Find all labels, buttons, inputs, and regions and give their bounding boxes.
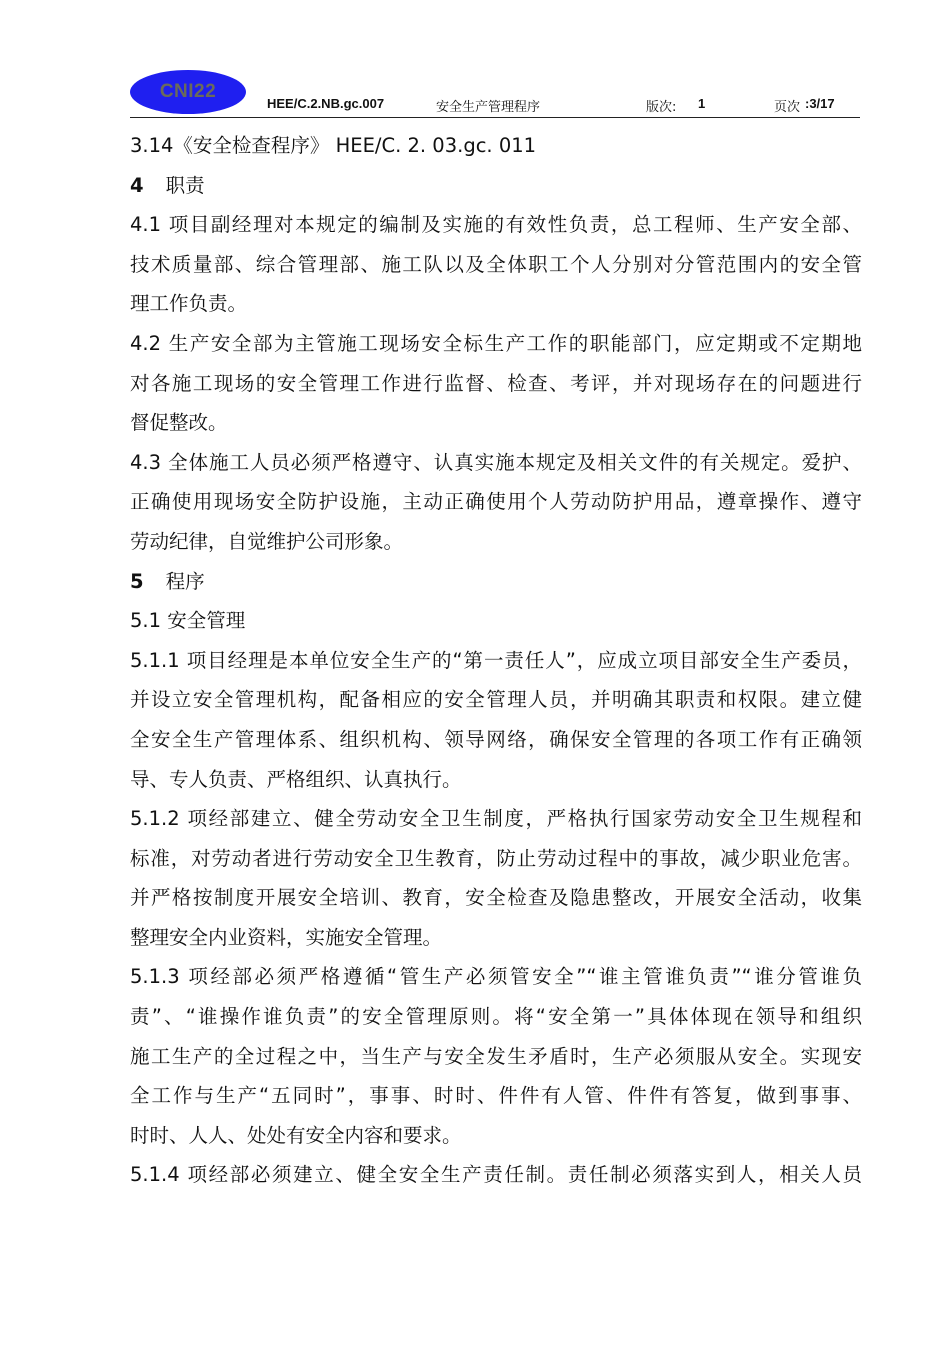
line-text: 5.1.1 项目经理是本单位安全生产的“第一责任人”，应成立项目部安全生产委员， [130, 648, 862, 672]
line-text: 职责 [165, 173, 205, 197]
text-line [130, 878, 862, 918]
line-text: 施工生产的全过程之中，当生产与安全发生矛盾时，生产必须服从安全。实现安 [130, 1044, 862, 1068]
text-line [130, 641, 862, 681]
text-line [130, 839, 862, 879]
line-text: 导、专人负责、严格组织、认真执行。 [130, 767, 462, 791]
text-line [130, 799, 862, 839]
logo-text: CNI22 [159, 81, 217, 102]
line-text: 对各施工现场的安全管理工作进行监督、检查、考评，并对现场存在的问题进行 [130, 371, 862, 395]
text-line [130, 760, 862, 800]
line-text: 5.1.2 项经部建立、健全劳动安全卫生制度，严格执行国家劳动安全卫生规程和 [130, 807, 862, 831]
text-line [130, 245, 862, 285]
section-number: 5 [130, 569, 144, 593]
page-label: 页次 [774, 100, 801, 115]
document-code: HEE/C.2.NB.gc.007 [267, 96, 385, 111]
text-line [130, 166, 862, 206]
line-text: 责”、“谁操作谁负责”的安全管理原则。将“安全第一”具体体现在领导和组织 [130, 1005, 862, 1029]
line-text: 3.14《安全检查程序》 HEE/C. 2. 03.gc. 011 [130, 134, 537, 157]
text-line [130, 1076, 862, 1116]
line-text: 劳动纪律，自觉维护公司形象。 [130, 529, 404, 553]
document-body [130, 126, 862, 1195]
text-line [130, 957, 862, 997]
line-text: 技术质量部、综合管理部、施工队以及全体职工个人分别对分管范围内的安全管 [130, 252, 862, 276]
line-text: 时时、人人、处处有安全内容和要求。 [130, 1123, 462, 1147]
line-text: 理工作负责。 [130, 292, 248, 316]
text-line [130, 1155, 862, 1195]
text-line [130, 720, 862, 760]
text-line [130, 997, 862, 1037]
line-text: 4.3 全体施工人员必须严格遵守、认真实施本规定及相关文件的有关规定。爱护、 [130, 450, 862, 474]
text-line [130, 601, 862, 641]
text-line [130, 680, 862, 720]
line-text: 正确使用现场安全防护设施，主动正确使用个人劳动防护用品，遵章操作、遵守 [130, 490, 862, 514]
line-text: 4.2 生产安全部为主管施工现场安全标生产工作的职能部门，应定期或不定期地 [130, 331, 862, 355]
text-line [130, 562, 862, 602]
text-line [130, 284, 862, 324]
line-text: 并设立安全管理机构，配备相应的安全管理人员，并明确其职责和权限。建立健 [130, 688, 862, 712]
text-line [130, 205, 862, 245]
line-text: 5.1 安全管理 [130, 609, 246, 633]
page-header [130, 68, 860, 118]
section-number: 4 [130, 173, 144, 197]
page-number: :3/17 [805, 96, 835, 111]
text-line [130, 364, 862, 404]
line-text: 标准，对劳动者进行劳动安全卫生教育，防止劳动过程中的事故，减少职业危害。 [130, 846, 862, 870]
line-text: 全安全生产管理体系、组织机构、领导网络，确保安全管理的各项工作有正确领 [130, 727, 862, 751]
line-text: 5.1.4 项经部必须建立、健全安全生产责任制。责任制必须落实到人，相关人员 [130, 1163, 862, 1187]
text-line [130, 443, 862, 483]
version-label: 版次: [646, 100, 677, 115]
text-line [130, 324, 862, 364]
text-line [130, 126, 862, 166]
text-line [130, 482, 862, 522]
line-text: 4.1 项目副经理对本规定的编制及实施的有效性负责，总工程师、生产安全部、 [130, 213, 862, 237]
document-title: 安全生产管理程序 [436, 100, 541, 115]
text-line [130, 1037, 862, 1077]
line-text: 并严格按制度开展安全培训、教育，安全检查及隐患整改，开展安全活动，收集 [130, 886, 862, 910]
version-value: 1 [698, 96, 706, 111]
header-rule [130, 117, 860, 118]
text-line [130, 1116, 862, 1156]
line-text: 整理安全内业资料，实施安全管理。 [130, 925, 443, 949]
text-line [130, 403, 862, 443]
line-text: 程序 [165, 569, 205, 593]
text-line [130, 918, 862, 958]
line-text: 督促整改。 [130, 411, 228, 435]
line-text: 5.1.3 项经部必须严格遵循“管生产必须管安全”“谁主管谁负责”“谁分管谁负 [130, 965, 862, 989]
text-line [130, 522, 862, 562]
company-logo [130, 70, 246, 114]
line-text: 全工作与生产“五同时”，事事、时时、件件有人管、件件有答复，做到事事、 [130, 1084, 862, 1108]
